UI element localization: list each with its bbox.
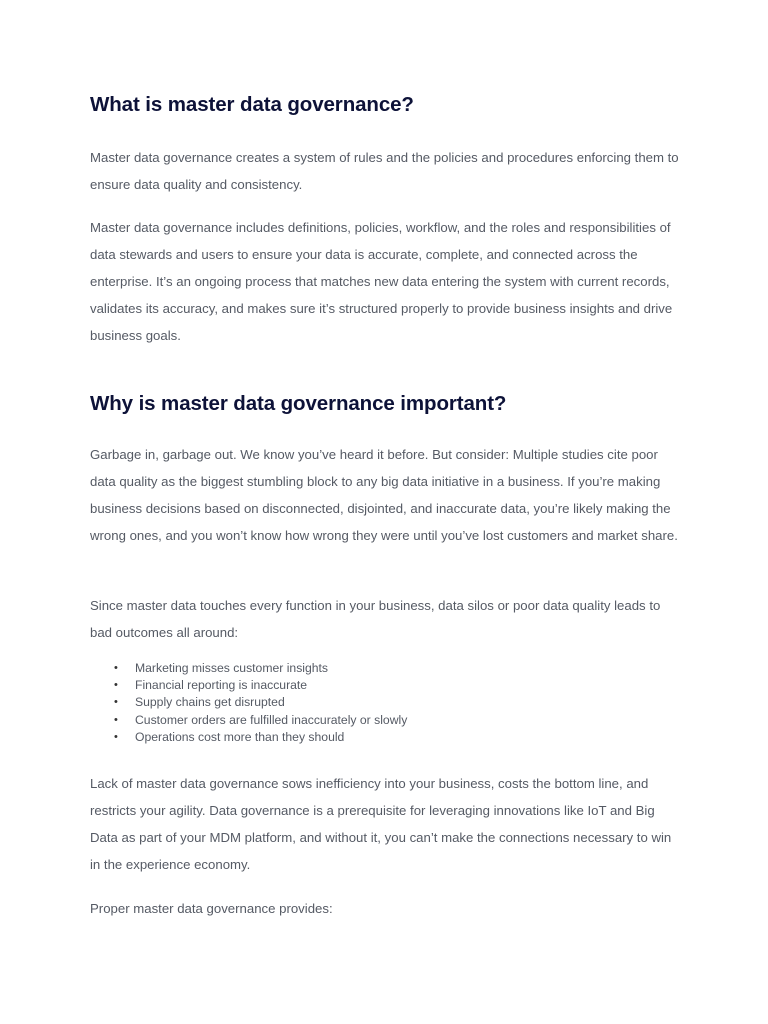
list-item — [90, 660, 650, 677]
heading-why-important: Why is master data governance important? — [90, 392, 507, 415]
list-item — [90, 712, 650, 729]
list-item — [90, 694, 650, 711]
list-item-text: Marketing misses customer insights — [135, 661, 329, 675]
list-item — [90, 729, 650, 746]
bullet-icon: • — [114, 696, 118, 709]
paragraph-definition: Master data governance creates a system of rules and the policies and procedures enforcing them to ensure data quality and consistency. — [90, 150, 679, 193]
list-item — [90, 677, 650, 694]
paragraph-master-data-touches: Since master data touches every function in your business, data silos or poor data quality leads to bad outcomes all around: — [90, 598, 661, 641]
list-item-text: Supply chains get disrupted — [135, 695, 285, 710]
bullet-icon: • — [114, 713, 118, 726]
paragraph-garbage-in: Garbage in, garbage out. We know you’ve heard it before. But consider: Multiple studies cite poor data quality as the biggest stumbling block to any big data initiative in a business. If you’re making business decisions based on disconnected, disjointed, and inaccurate data, you’re likely making the wrong ones, and you won’t know how wrong they were until you’ve lost customers and market share. — [90, 447, 678, 544]
bullet-icon: • — [114, 730, 118, 743]
paragraph-lack-of-governance: Lack of master data governance sows inefficiency into your business, costs the bottom line, and restricts your agility. Data governance is a prerequisite for leveraging innovations like IoT and Big Data as part of your MDM platform, and without it, you can’t make the connections necessary to win in the experience economy. — [90, 776, 672, 873]
bullet-icon: • — [114, 662, 118, 674]
list-item-text: Customer orders are fulfilled inaccurately or slowly — [135, 712, 408, 727]
list-item-text: Operations cost more than they should — [135, 729, 345, 744]
list-item-text: Financial reporting is inaccurate — [135, 678, 308, 693]
paragraph-includes: Master data governance includes definitions, policies, workflow, and the roles and responsibilities of data stewards and users to ensure your data is accurate, complete, and connected across the enterprise. It’s an ongoing process that matches new data entering the system with current records, validates its accuracy, and makes sure it’s structured properly to provide business insights and drive business goals. — [90, 220, 673, 344]
paragraph-proper-governance-provides: Proper master data governance provides: — [90, 901, 333, 916]
bullet-icon: • — [114, 679, 118, 692]
bad-outcomes-list — [90, 660, 650, 746]
heading-what-is-mdg: What is master data governance? — [90, 93, 414, 116]
